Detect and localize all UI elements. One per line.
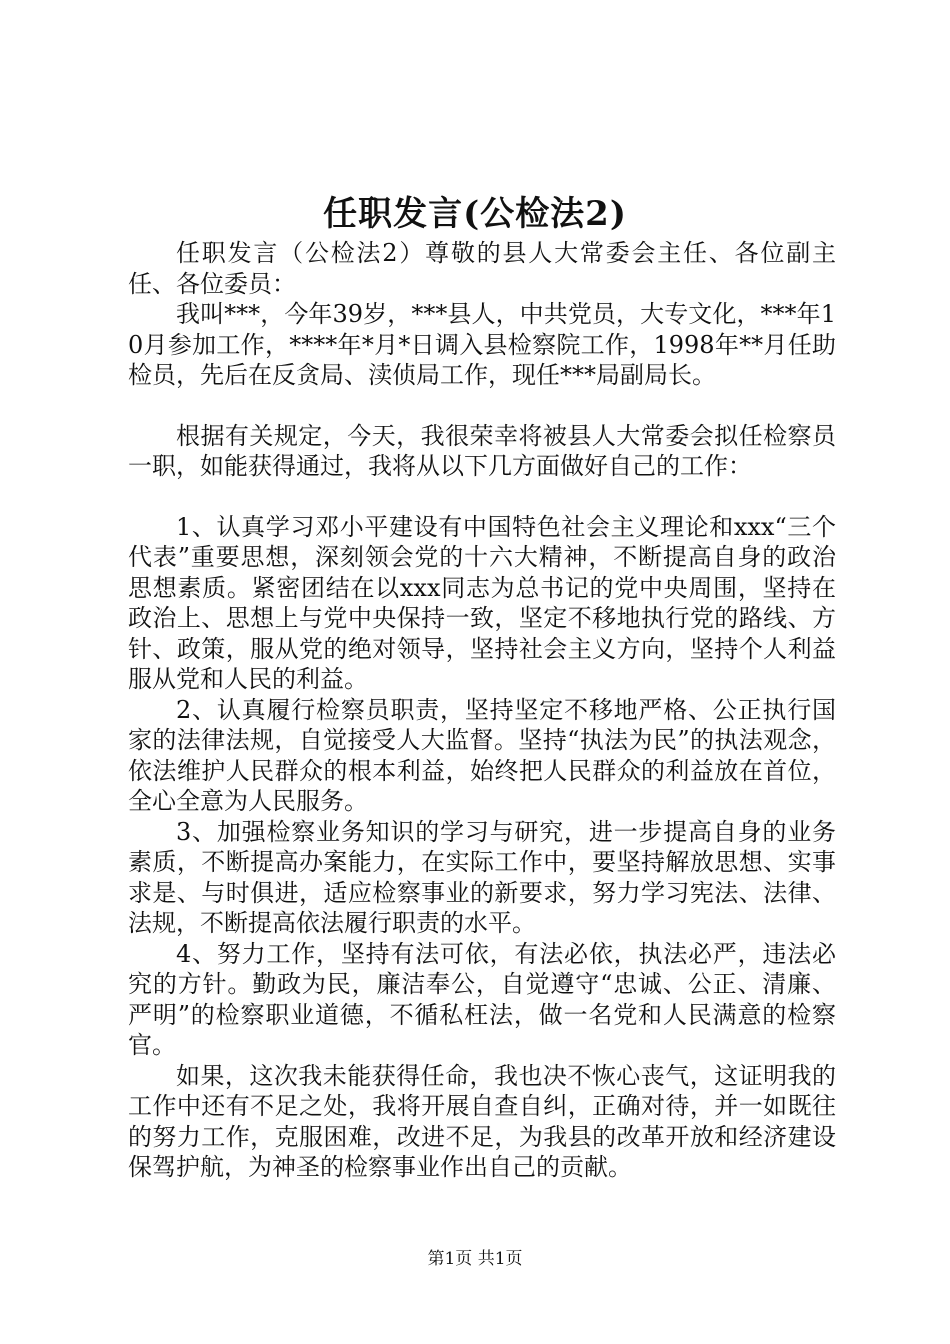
paragraph-appointment: 根据有关规定，今天，我很荣幸将被县人大常委会拟任检察员一职，如能获得通过，我将从以下几方面做好自己的工作： [128, 421, 836, 480]
paragraph-item-1: 1、认真学习邓小平建设有中国特色社会主义理论和xxx“三个代表”重要思想，深刻领会党的十六大精神，不断提高自身的政治思想素质。紧密团结在以xxx同志为总书记的党中央周围，坚持在政治上、思想上与党中央保持一致，坚定不移地执行党的路线、方针、政策，服从党的绝对领导，坚持社会主义方向，坚持个人利益服从党和人民的利益。 [128, 512, 836, 693]
document-body [128, 238, 836, 1183]
paragraph-closing: 如果，这次我未能获得任命，我也决不恢心丧气，这证明我的工作中还有不足之处，我将开展自查自纠，正确对待，并一如既往的努力工作，克服困难，改进不足，为我县的改革开放和经济建设保驾护航，为神圣的检察事业作出自己的贡献。 [128, 1061, 836, 1181]
page-footer: 第1页 共1页 [427, 1249, 523, 1269]
paragraph-item-2: 2、认真履行检察员职责，坚持坚定不移地严格、公正执行国家的法律法规，自觉接受人大监督。坚持“执法为民”的执法观念，依法维护人民群众的根本利益，始终把人民群众的利益放在首位，全心全意为人民服务。 [128, 695, 836, 815]
paragraph-item-4: 4、努力工作，坚持有法可依，有法必依，执法必严，违法必究的方针。勤政为民，廉洁奉公，自觉遵守“忠诚、公正、清廉、严明”的检察职业道德，不循私枉法，做一名党和人民满意的检察官。 [128, 939, 836, 1059]
document-title: 任职发言(公检法2) [323, 194, 627, 234]
paragraph-introduction: 我叫***，今年39岁，***县人，中共党员，大专文化，***年10月参加工作，****年*月*日调入县检察院工作，1998年**月任助检员，先后在反贪局、渎侦局工作，现任***局副局长。 [128, 300, 836, 389]
paragraph-item-3: 3、加强检察业务知识的学习与研究，进一步提高自身的业务素质，不断提高办案能力，在实际工作中，要坚持解放思想、实事求是、与时俱进，适应检察事业的新要求，努力学习宪法、法律、法规，不断提高依法履行职责的水平。 [128, 817, 836, 937]
paragraph-salutation: 任职发言（公检法2）尊敬的县人大常委会主任、各位副主任、各位委员： [128, 239, 836, 298]
